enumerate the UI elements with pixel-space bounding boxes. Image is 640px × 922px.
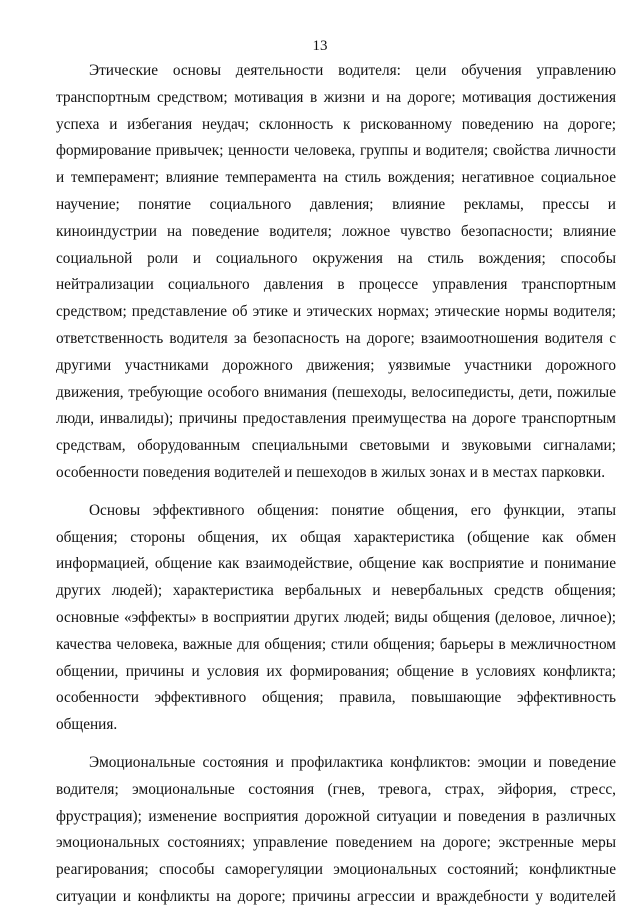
document-body: [56, 58, 616, 922]
paragraph-communication: Основы эффективного общения: понятие общения, его функции, этапы общения; стороны общения, их общая характеристика (общение как обмен информацией, общение как взаимодействие, общение как восприятие и понимание других людей); характеристика вербальных и невербальных средств общения; основные «эффекты» в восприятии других людей; виды общения (деловое, личное); качества человека, важные для общения; стили общения; барьеры в межличностном общении, причины и условия их формирования; общение в условиях конфликта; особенности эффективного общения; правила, повышающие эффективность общения.: [56, 501, 616, 734]
paragraph-ethics: Этические основы деятельности водителя: цели обучения управлению транспортным средством; мотивация в жизни и на дороге; мотивация достижения успеха и избегания неудач; склонность к рискованному поведению на дороге; формирование привычек; ценности человека, группы и водителя; свойства личности и темперамент; влияние темперамента на стиль вождения; негативное социальное научение; понятие социального давления; влияние рекламы, прессы и киноиндустрии на поведение водителя; ложное чувство безопасности; влияние социальной роли и социального окружения на стиль вождения; способы нейтрализации социального давления в процессе управления транспортным средством; представление об этике и этических нормах; этические нормы водителя; ответственность водителя за безопасность на дороге; взаимоотношения водителя с другими участниками дорожного движения; уязвимые участники дорожного движения, требующие особого внимания (пешеходы, велосипедисты, дети, пожилые люди, инвалиды); причины предоставления преимущества на дороге транспортным средствам, оборудованным специальными световыми и звуковыми сигналами; особенности поведения водителей и пешеходов в жилых зонах и в местах парковки.: [56, 62, 616, 481]
paragraph-emotions: Эмоциональные состояния и профилактика конфликтов: эмоции и поведение водителя; эмоциональные состояния (гнев, тревога, страх, эйфория, стресс, фрустрация); изменение восприятия дорожной ситуации и поведения в различных эмоциональных состояниях; управление поведением на дороге; экстренные меры реагирования; способы саморегуляции эмоциональных состояний; конфликтные ситуации и конфликты на дороге; причины агрессии и враждебности у водителей: [56, 753, 616, 905]
page-number: 13: [312, 38, 328, 54]
